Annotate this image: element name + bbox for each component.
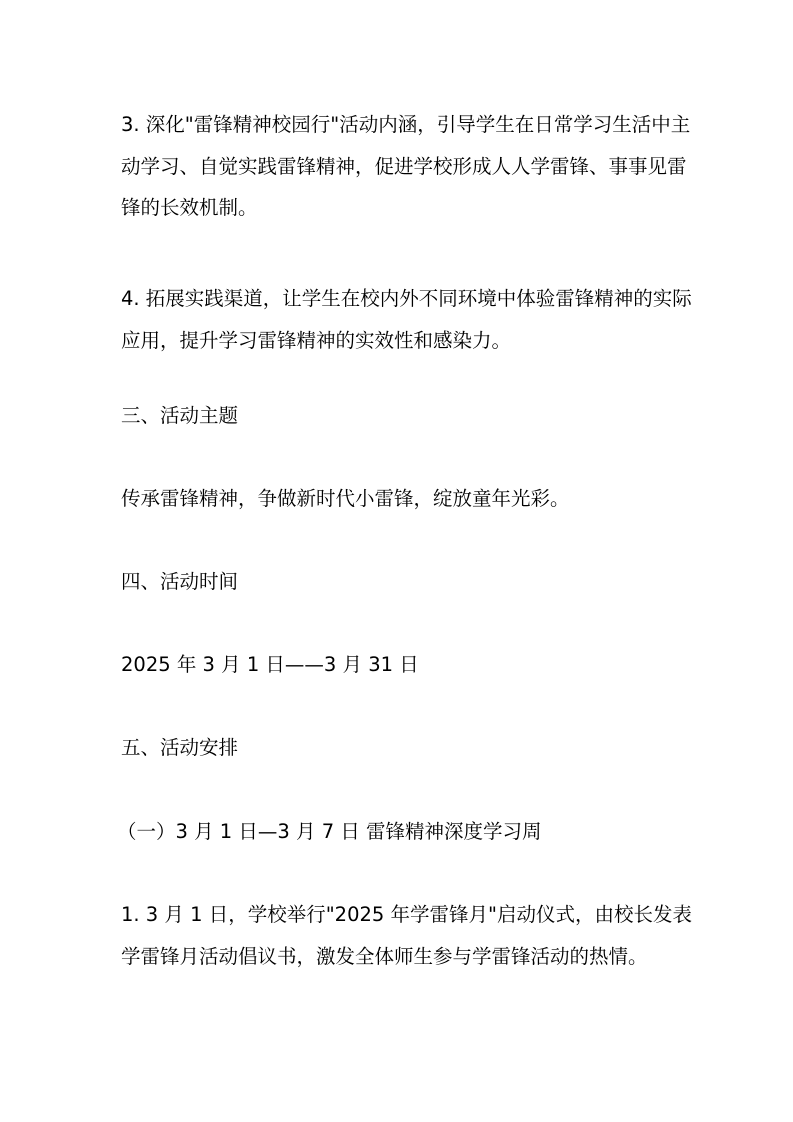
paragraph-arrangement-1: 1. 3 月 1 日，学校举行"2025 年学雷锋月"启动仪式，由校长发表学雷锋月活动倡议书，激发全体师生参与学雷锋活动的热情。 bbox=[121, 903, 692, 968]
paragraph-goal-4: 4. 拓展实践渠道，让学生在校内外不同环境中体验雷锋精神的实际应用，提升学习雷锋精神的实效性和感染力。 bbox=[121, 287, 692, 352]
section-heading-arrangement: 五、活动安排 bbox=[121, 736, 239, 759]
paragraph-theme: 传承雷锋精神，争做新时代小雷锋，绽放童年光彩。 bbox=[121, 487, 570, 510]
paragraph-time: 2025 年 3 月 1 日——3 月 31 日 bbox=[121, 653, 419, 676]
section-heading-theme: 三、活动主题 bbox=[121, 404, 239, 427]
section-heading-time: 四、活动时间 bbox=[121, 570, 239, 593]
paragraph-goal-3: 3. 深化"雷锋精神校园行"活动内涵，引导学生在日常学习生活中主动学习、自觉实践雷锋精神，促进学校形成人人学雷锋、事事见雷锋的长效机制。 bbox=[121, 113, 691, 219]
subsection-heading-week-1: （一）3 月 1 日—3 月 7 日 雷锋精神深度学习周 bbox=[117, 820, 542, 843]
